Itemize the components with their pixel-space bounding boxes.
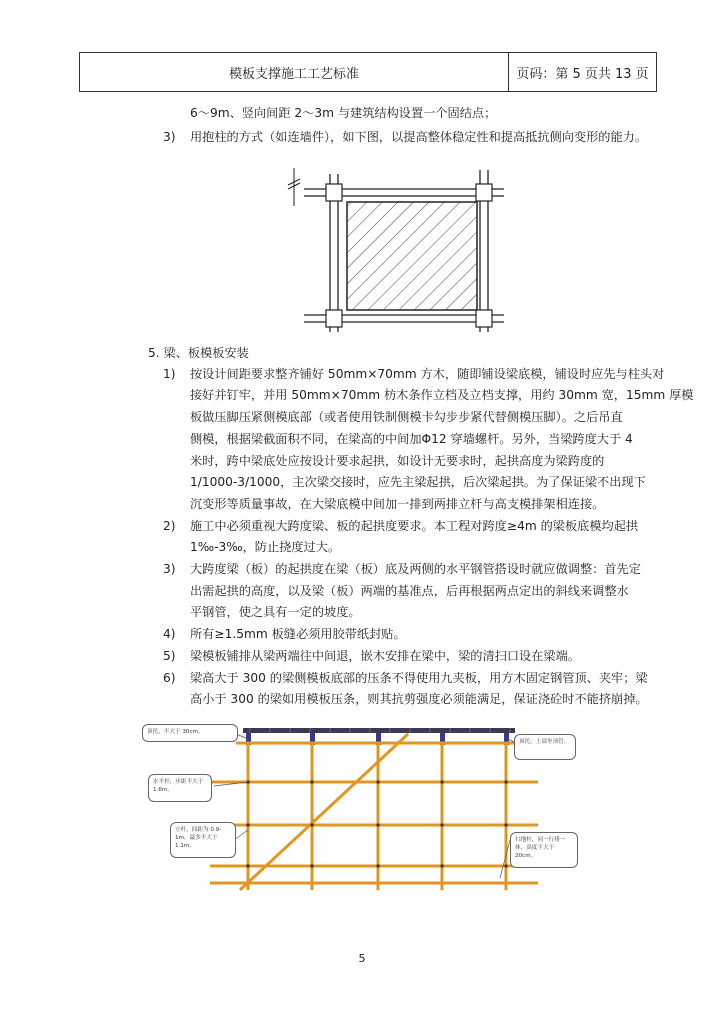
item-number: 4) [163,627,176,641]
item-line: 1‰-3‰，防止挠度过大。 [190,540,341,554]
item-text: 用抱柱的方式（如连墙件），如下图，以提高整体稳定性和提高抵抗侧向变形的能力。 [190,130,648,144]
column-hug-diagram [284,160,509,340]
item-number: 2) [163,519,176,533]
item-number: 5) [163,649,176,663]
item-line: 沉变形等质量事故，在大梁底模中间加一排到两排立杆与高支模排架相连接。 [190,497,605,511]
page-info: 页码：第 5 页共 13 页 [516,66,649,82]
item-number: 6) [163,671,176,685]
item-line: 大跨度梁（板）的起拱度在梁（板）底及两侧的水平钢管搭设时就应做调整：首先定 [190,562,641,576]
item-line: 米时，跨中梁底处应按设计要求起拱，如设计无要求时，起拱高度为梁跨度的 [190,454,605,468]
item-number: 3) [163,130,176,144]
callout-top-prop: 顶托，不大于 30cm。 [142,724,238,742]
item-line: 梁模板铺排从梁两端往中间退，嵌木安排在梁中，梁的清扫口设在梁端。 [190,649,580,663]
callout-leaders [214,730,514,878]
item-line: 施工中必须重视大跨度梁、板的起拱度要求。本工程对跨度≥4m 的梁板底模均起拱 [190,519,639,533]
item-line: 出需起拱的高度，以及梁（板）两端的基准点，后再根据两点定出的斜线来调整水 [190,584,629,598]
formwork-deck [243,728,515,733]
break-symbol [288,168,300,206]
callout-sweep-bar: 扫地杆，同一行排一体，高度不大于 20cm。 [510,832,578,868]
callout-upright: 立杆，间距为 0.9-1m，最多不大于 1.1m。 [170,822,236,858]
section-title: 5. 梁、板模板安装 [148,346,249,360]
uprights [248,743,506,890]
item-line: 按设计间距要求整齐铺好 50mm×70mm 方木，随即铺设梁底模，铺设时应先与柱头对 [190,367,665,381]
formwork-support-figure [140,718,580,896]
page-header [79,52,657,92]
item-line: 所有≥1.5mm 板缝必须用胶带纸封贴。 [190,627,406,641]
item-line: 平钢管，使之具有一定的坡度。 [190,605,361,619]
item-line: 板做压脚压紧侧模底部（或者使用铁制侧模卡勾步步紧代替侧模压脚）。之后吊直 [190,410,623,424]
continued-line: 6～9m、竖向间距 2～3m 与建筑结构设置一个固结点； [190,106,497,120]
column-section [347,202,477,310]
item-line: 梁高大于 300 的梁侧模板底部的压条不得使用九夹板，用方木固定钢管顶、夹牢；梁 [190,671,648,685]
item-number: 3) [163,562,176,576]
document-title: 模板支撑施工工艺标准 [80,53,509,91]
item-line: 接好并钉牢，并用 50mm×70mm 枋木条作立档及立档支撑，用约 30mm 宽，15mm 厚模 [190,388,694,402]
item-line: 高小于 300 的梁如用模板压条，则其抗剪强度必须能满足，保证浇砼时不能挤崩掉。 [190,692,648,706]
page-number: 5 [358,952,366,965]
callout-top-right: 顶托，上部坐顶管。 [514,734,576,760]
item-number: 1) [163,367,176,381]
item-line: 1/1000-3/1000，主次梁交接时，应先主梁起拱，后次梁起拱。为了保证梁不出现下 [190,475,646,489]
item-line: 侧模，根据梁截面积不同，在梁高的中间加Φ12 穿墙螺杆。另外，当梁跨度大于 4 [190,432,633,446]
callout-horizontal-bar: 水平杆，步距不大于 1.6m。 [148,774,212,802]
